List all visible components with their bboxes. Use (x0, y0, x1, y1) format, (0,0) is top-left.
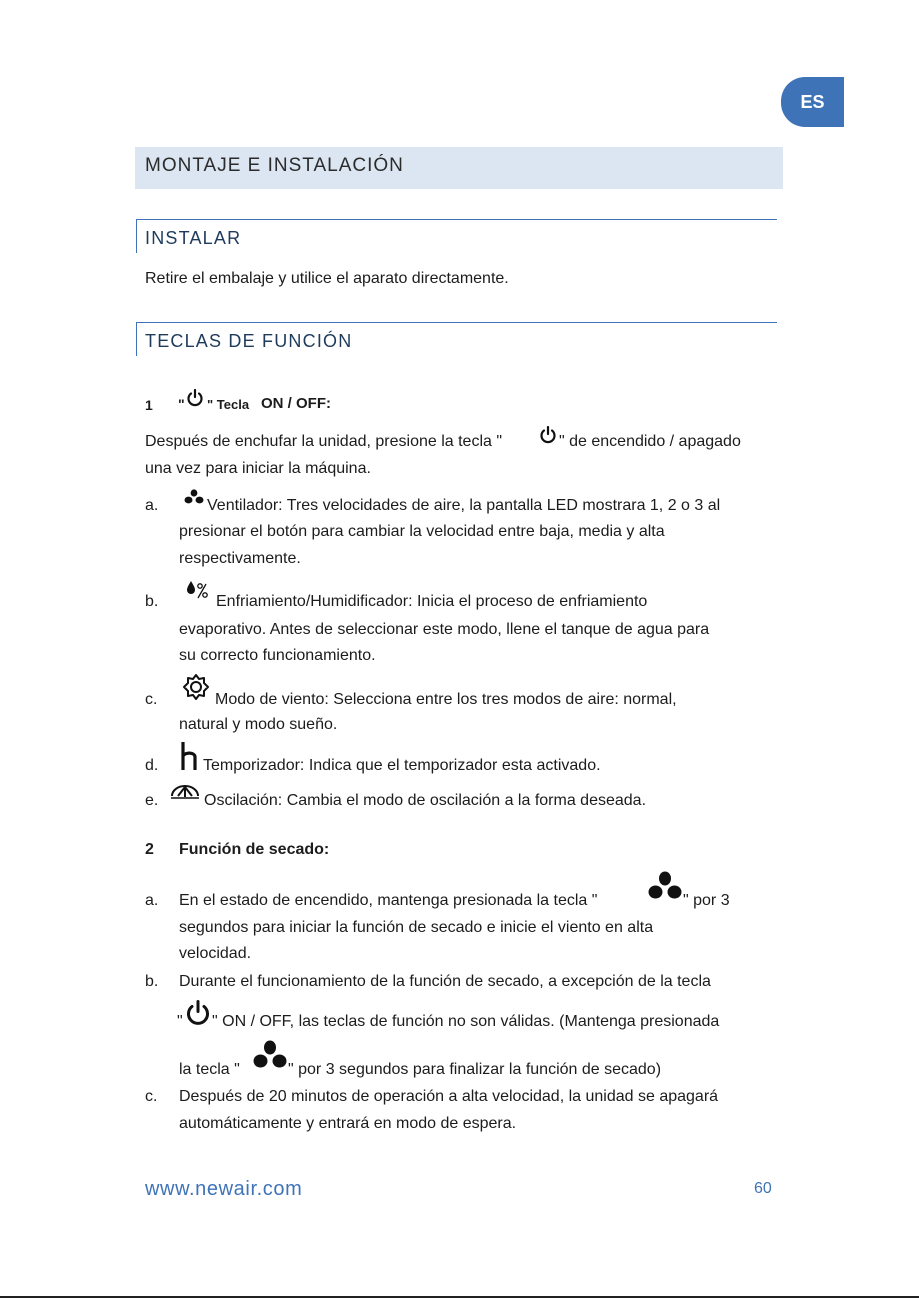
item1-number: 1 (145, 397, 153, 413)
drying-a-line1-a: En el estado de encendido, mantenga presionada la tecla " (179, 892, 598, 909)
item1-quote-close: " Tecla (207, 397, 250, 412)
fan-icon (184, 489, 204, 505)
item1-quote-open: " (178, 396, 185, 412)
item-b-line2: evaporativo. Antes de seleccionar este modo, llene el tanque de agua para (179, 621, 710, 638)
item-e-marker: e. (145, 792, 159, 809)
install-heading-rule (136, 219, 777, 220)
intro-line2: una vez para iniciar la máquina. (145, 460, 371, 477)
keys-heading-bar (136, 322, 137, 356)
wind-mode-icon (182, 673, 210, 701)
item-b-line3: su correcto funcionamiento. (179, 647, 376, 664)
item-a-line2: presionar el botón para cambiar la velocidad entre baja, media y alta (179, 523, 665, 540)
item-a-line1: Ventilador: Tres velocidades de aire, la pantalla LED mostrara 1, 2 o 3 al (207, 497, 721, 514)
drying-b-line1: Durante el funcionamiento de la función de secado, a excepción de la tecla (179, 973, 711, 990)
item-b-marker: b. (145, 593, 159, 610)
item-c-line2: natural y modo sueño. (179, 716, 338, 733)
drying-a-marker: a. (145, 892, 159, 909)
power-icon (186, 389, 204, 407)
keys-heading-rule (136, 322, 777, 323)
drying-b-line2: " ON / OFF, las teclas de función no son válidas. (Mantenga presionada (212, 1013, 720, 1030)
drying-b-marker: b. (145, 973, 159, 990)
drying-b-quote-open: " (177, 1013, 183, 1030)
power-icon (539, 426, 557, 444)
install-text: Retire el embalaje y utilice el aparato directamente. (145, 270, 509, 287)
item-e-line1: Oscilación: Cambia el modo de oscilación a la forma deseada. (204, 792, 647, 809)
item-c-line1: Modo de viento: Selecciona entre los tres modos de aire: normal, (215, 691, 677, 708)
page-bottom-rule (0, 1296, 919, 1298)
drying-number: 2 (145, 841, 154, 858)
humidity-icon (186, 580, 208, 600)
power-icon (185, 1000, 211, 1026)
footer-url[interactable]: www.newair.com (145, 1178, 303, 1200)
item-d-line1: Temporizador: Indica que el temporizador esta activado. (203, 757, 601, 774)
item-d-marker: d. (145, 757, 159, 774)
page-number: 60 (754, 1180, 772, 1197)
fan-icon (253, 1040, 287, 1070)
language-tab: ES (781, 77, 844, 127)
item-c-marker: c. (145, 691, 158, 708)
item-a-line3: respectivamente. (179, 550, 301, 567)
drying-heading: Función de secado: (179, 841, 330, 858)
item1-label: ON / OFF: (261, 395, 331, 412)
section-title: MONTAJE E INSTALACIÓN (145, 155, 404, 176)
item-b-line1: Enfriamiento/Humidificador: Inicia el proceso de enfriamiento (216, 593, 648, 610)
fan-icon (648, 871, 682, 901)
drying-c-line2: automáticamente y entrará en modo de espera. (179, 1115, 517, 1132)
intro-line1-b: " de encendido / apagado (559, 433, 741, 450)
drying-a-line1-b: " por 3 (683, 892, 730, 909)
drying-a-line2: segundos para iniciar la función de secado e inicie el viento en alta (179, 919, 654, 936)
item-a-marker: a. (145, 497, 159, 514)
drying-c-line1: Después de 20 minutos de operación a alta velocidad, la unidad se apagará (179, 1088, 719, 1105)
oscillation-icon (169, 783, 201, 801)
install-heading: INSTALAR (145, 228, 242, 248)
drying-c-marker: c. (145, 1088, 158, 1105)
drying-b-line3-b: " por 3 segundos para finalizar la función de secado) (288, 1061, 662, 1078)
timer-icon (180, 741, 198, 771)
intro-line1-a: Después de enchufar la unidad, presione la tecla " (145, 433, 503, 450)
keys-heading: TECLAS DE FUNCIÓN (145, 331, 353, 351)
install-heading-bar (136, 219, 137, 253)
drying-b-line3-a: la tecla " (179, 1061, 240, 1078)
drying-a-line3: velocidad. (179, 945, 252, 962)
